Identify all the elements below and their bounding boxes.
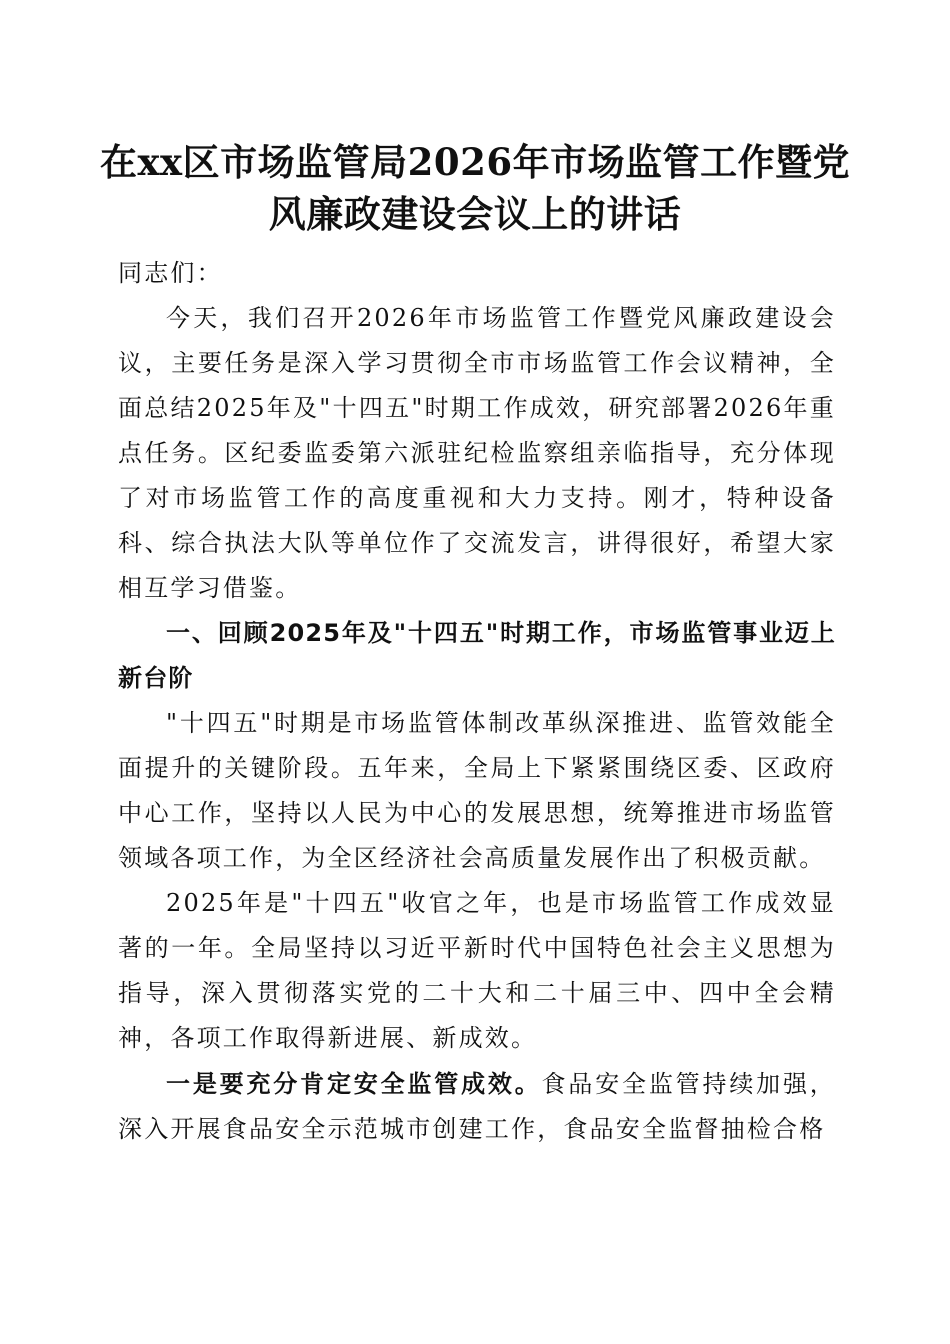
title-line-1: 在xx区市场监管局2026年市场监管工作暨党 (100, 140, 851, 184)
title-line-2: 风廉政建设会议上的讲话 (268, 192, 682, 236)
section-heading-1: 一、回顾2025年及"十四五"时期工作，市场监管事业迈上新台阶 (118, 619, 836, 692)
paragraph-lead-phrase: 一是要充分肯定安全监管成效。 (166, 1069, 542, 1098)
paragraph-safety-supervision (118, 1061, 836, 1152)
paragraph-2025: 2025年是"十四五"收官之年，也是市场监管工作成效显著的一年。全局坚持以习近平新时代中国特色社会主义思想为指导，深入贯彻落实党的二十大和二十届三中、四中全会精神，各项工作取得新进展、新成效。 (118, 889, 836, 1052)
paragraph-fourteenth-five-year: "十四五"时期是市场监管体制改革纵深推进、监管效能全面提升的关键阶段。五年来，全局上下紧紧围绕区委、区政府中心工作，坚持以人民为中心的发展思想，统筹推进市场监管领域各项工作，为全区经济社会高质量发展作出了积极贡献。 (118, 709, 836, 872)
salutation: 同志们： (118, 259, 223, 287)
paragraph-body-text: 食品安全监管持续加强，深入开展食品安全示范城市创建工作，食品安全监督抽检合格 (118, 1070, 836, 1143)
document-body (118, 251, 836, 1152)
intro-paragraph: 今天，我们召开2026年市场监管工作暨党风廉政建设会议，主要任务是深入学习贯彻全市市场监管工作会议精神，全面总结2025年及"十四五"时期工作成效，研究部署2026年重点任务。区纪委监委第六派驻纪检监察组亲临指导，充分体现了对市场监管工作的高度重视和大力支持。刚才，特种设备科、综合执法大队等单位作了交流发言，讲得很好，希望大家相互学习借鉴。 (118, 304, 836, 602)
document-title (100, 136, 850, 240)
